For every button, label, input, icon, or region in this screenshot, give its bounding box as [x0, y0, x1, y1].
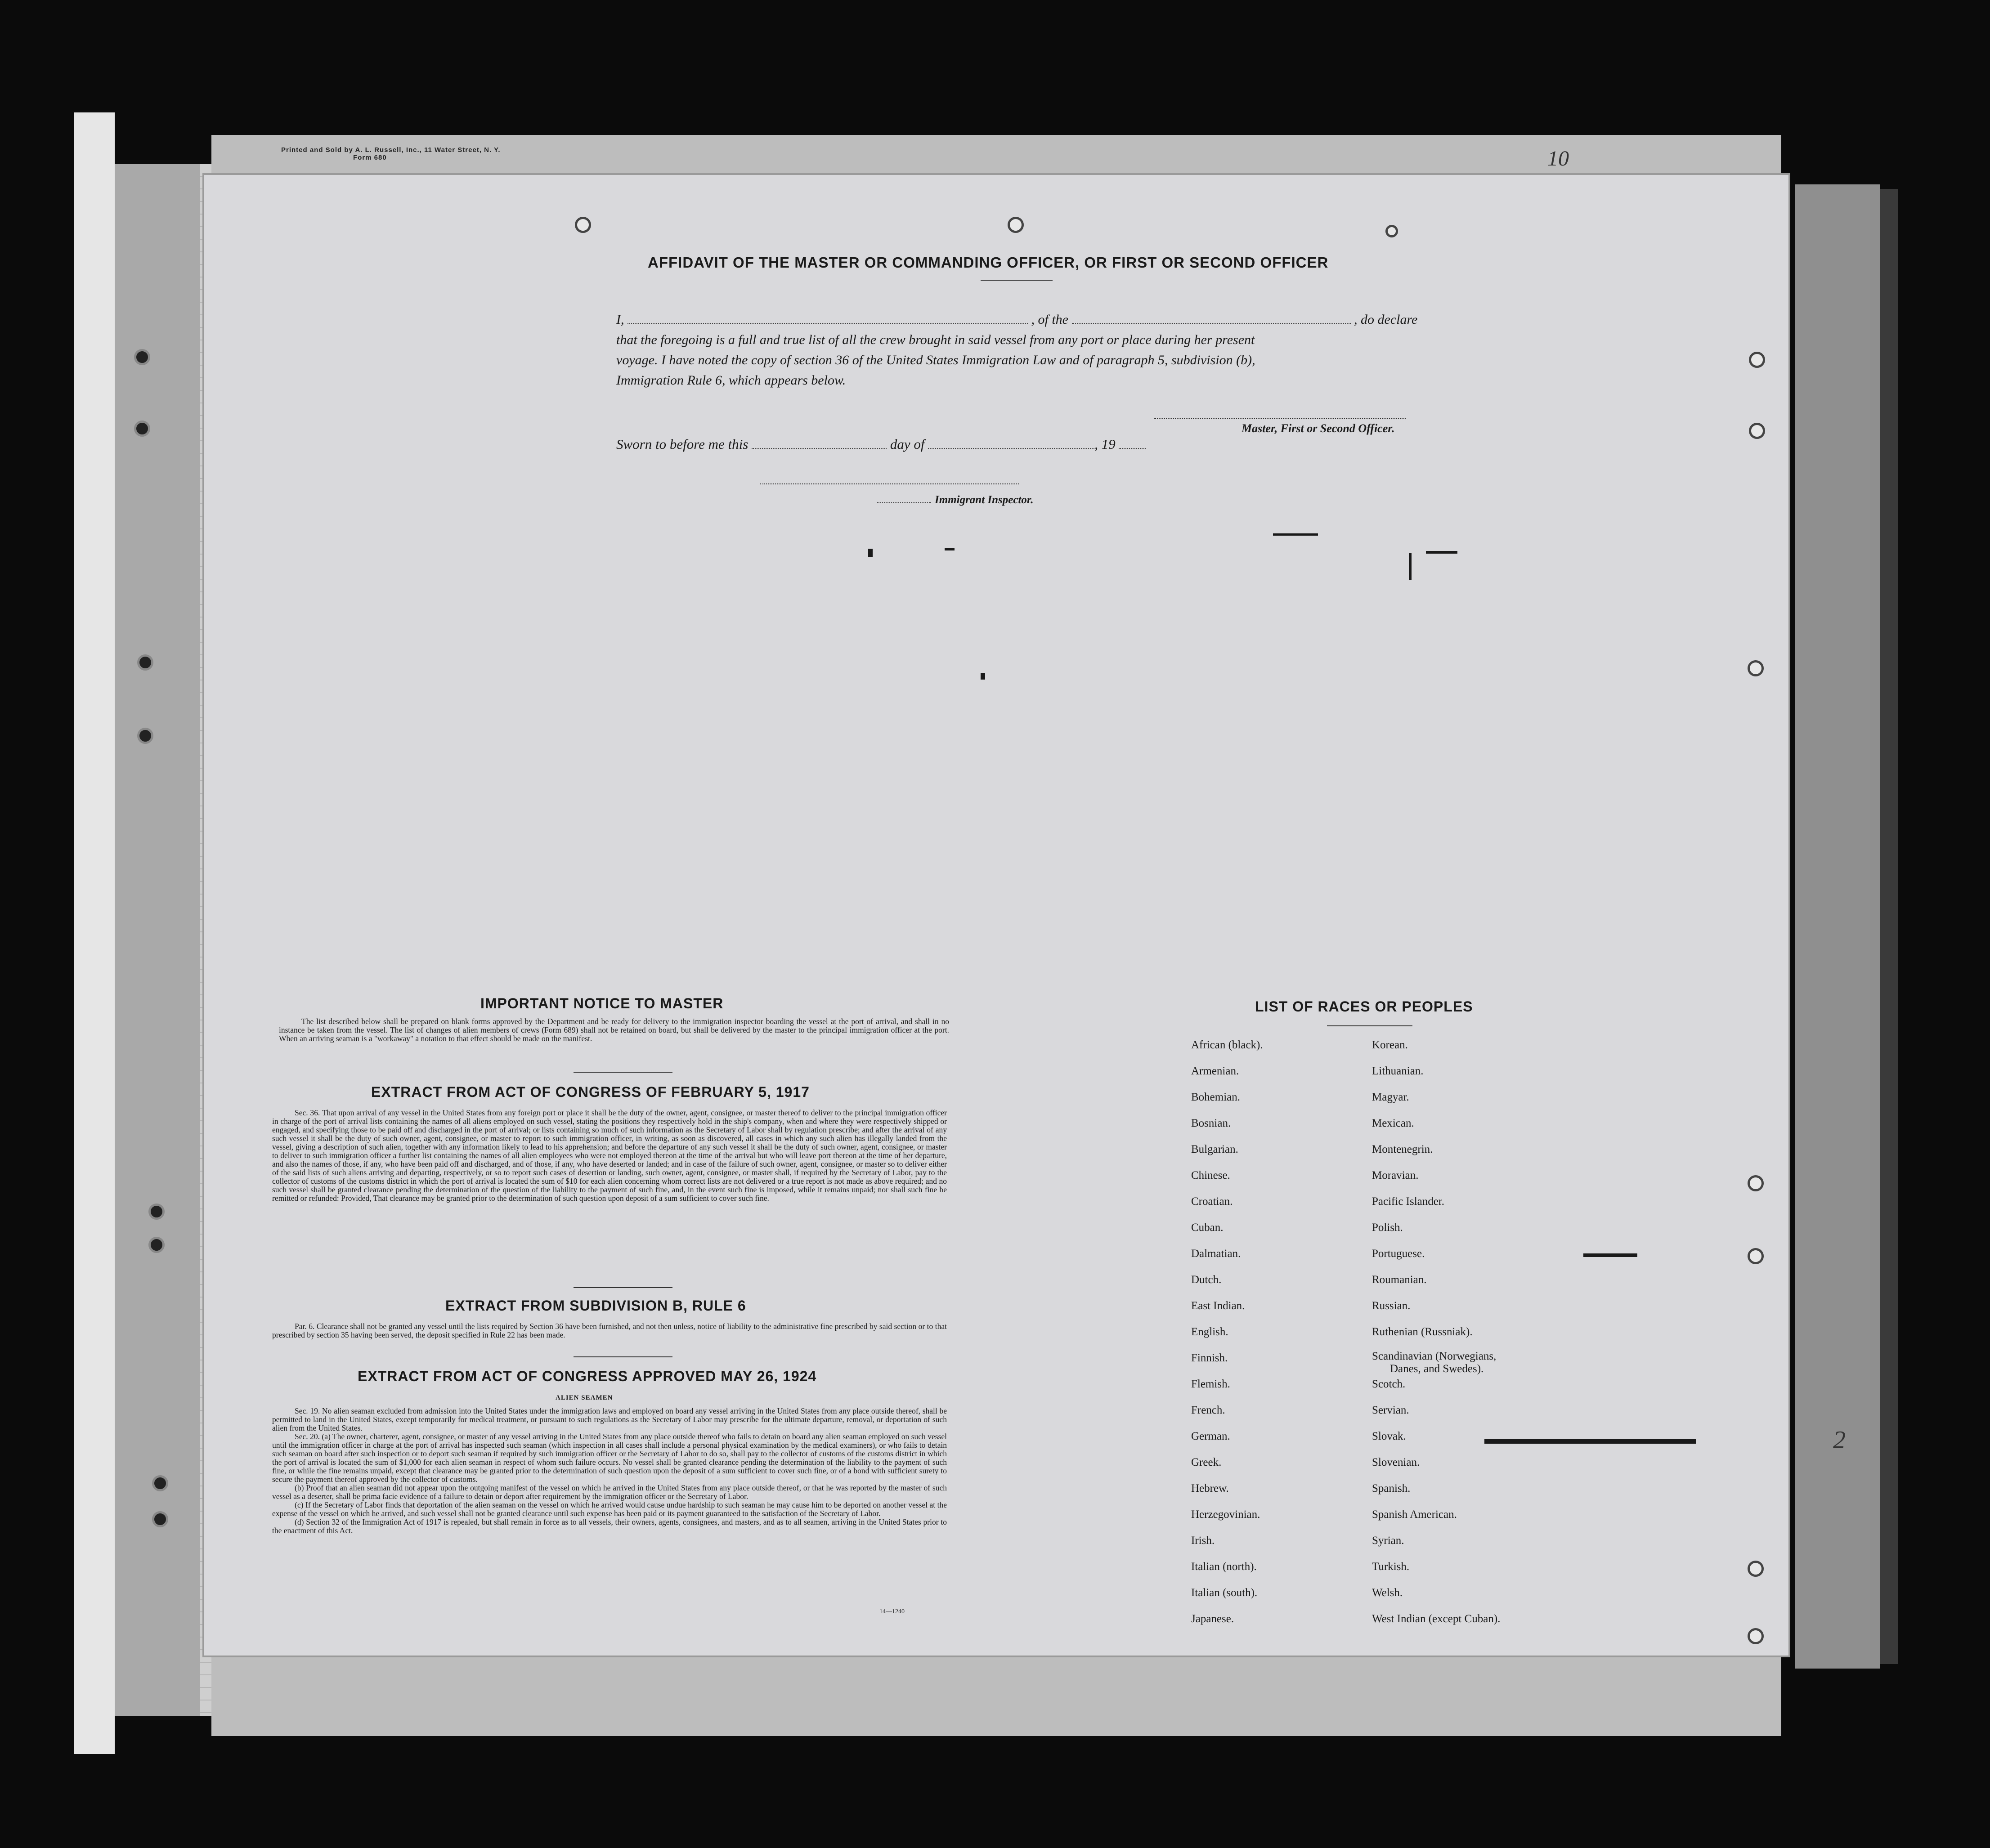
- inspector-caption-text: Immigrant Inspector.: [935, 494, 1034, 506]
- binder-strip: [74, 112, 115, 1754]
- race-item-continued: Danes, and Swedes).: [1390, 1363, 1484, 1375]
- race-item: Bulgarian.: [1191, 1143, 1238, 1155]
- sworn-year-blank[interactable]: [1119, 448, 1146, 449]
- sec-20b-text: (b) Proof that an alien seaman did not appear upon the outgoing manifest of the vessel on which he arrived in the United States from any place outside thereof, or that he was reported by the master of such vessel as a deserter, shall be prima facie evidence of a failure to detain or deport after requirement by the immigration officer or the Secretary of Labor.: [272, 1483, 947, 1501]
- binder-ring-icon: [148, 1237, 165, 1253]
- binder-ring-icon: [148, 1204, 165, 1220]
- punch-hole-icon: [1748, 1561, 1764, 1577]
- stray-mark: [945, 548, 955, 550]
- race-item: Herzegovinian.: [1191, 1508, 1260, 1521]
- race-item: Roumanian.: [1372, 1274, 1427, 1286]
- race-item: Magyar.: [1372, 1091, 1409, 1103]
- race-item: Dalmatian.: [1191, 1248, 1241, 1260]
- stray-mark: [1426, 551, 1457, 554]
- race-item: Scotch.: [1372, 1378, 1406, 1390]
- binder-ring-icon: [152, 1475, 168, 1491]
- notice-body: [279, 1017, 949, 1043]
- notice-title: IMPORTANT NOTICE TO MASTER: [480, 995, 724, 1011]
- race-item: English.: [1191, 1326, 1228, 1338]
- race-item: Moravian.: [1372, 1169, 1419, 1181]
- race-item: Mexican.: [1372, 1117, 1414, 1129]
- inspector-caption: [877, 494, 1034, 506]
- race-item: Bohemian.: [1191, 1091, 1241, 1103]
- race-item: French.: [1191, 1404, 1225, 1416]
- officer-signature-blank[interactable]: [1154, 418, 1406, 419]
- race-item: Russian.: [1372, 1300, 1411, 1312]
- punch-hole-icon: [1748, 1248, 1764, 1264]
- binder-ring-icon: [137, 728, 153, 744]
- races-divider: [1327, 1025, 1412, 1026]
- declarant-prefix: I,: [616, 312, 624, 327]
- punch-hole-icon: [1748, 660, 1764, 676]
- race-item: Finnish.: [1191, 1352, 1228, 1364]
- declaration-line-3: voyage. I have noted the copy of section 36 of the United States Immigration Law and of paragraph 5, subdivision (b),: [616, 353, 1255, 367]
- race-item: Montenegrin.: [1372, 1143, 1433, 1155]
- race-item: West Indian (except Cuban).: [1372, 1613, 1501, 1625]
- race-item: Slovak.: [1372, 1430, 1406, 1442]
- stray-mark: [1484, 1439, 1696, 1444]
- officer-signature-caption: Master, First or Second Officer.: [1242, 422, 1395, 435]
- par-6-text: Par. 6. Clearance shall not be granted any vessel until the lists required by Section 36 have been furnished, and not then unless, notice of liability to the administrative fine prescribed by said section or to that prescribed by section 35 having been served, the deposit specified in Rule 22 has been made.: [272, 1322, 947, 1339]
- race-item: Spanish American.: [1372, 1508, 1457, 1521]
- punch-hole-icon: [575, 217, 591, 233]
- margin-number-top: 10: [1547, 147, 1569, 170]
- extract-1924-title: EXTRACT FROM ACT OF CONGRESS APPROVED MAY 26, 1924: [358, 1368, 817, 1384]
- extract-1917-title: EXTRACT FROM ACT OF CONGRESS OF FEBRUARY 5, 1917: [371, 1084, 810, 1100]
- binder-ring-icon: [152, 1511, 168, 1527]
- sworn-prefix: Sworn to before me this: [616, 436, 748, 452]
- race-item: Bosnian.: [1191, 1117, 1231, 1129]
- binder-ring-icon: [137, 654, 153, 671]
- inspector-dots: [877, 502, 931, 503]
- sec-20d-text: (d) Section 32 of the Immigration Act of 1917 is repealed, but shall remain in force as to all vessels, their owners, agents, consignees, and masters, and as to all seamen, arriving in the United States prior to the enactment of this Act.: [272, 1517, 947, 1535]
- stray-mark: [1273, 533, 1318, 536]
- race-item: Italian (south).: [1191, 1587, 1258, 1599]
- race-item: Portuguese.: [1372, 1248, 1425, 1260]
- race-item: Hebrew.: [1191, 1482, 1229, 1495]
- race-item: German.: [1191, 1430, 1230, 1442]
- imprint-line-1: Printed and Sold by A. L. Russell, Inc., 11 Water Street, N. Y.: [281, 146, 501, 154]
- margin-number-right: 2: [1833, 1426, 1846, 1454]
- race-item: East Indian.: [1191, 1300, 1245, 1312]
- vessel-name-blank[interactable]: [1072, 323, 1351, 324]
- sec-20c-text: (c) If the Secretary of Labor finds that deportation of the alien seaman on the vessel on which he arrived would cause undue hardship to such seaman he may cause him to be deported on another vessel at the expense of the vessel on which he arrived, and such vessel shall not be granted clearance until such expense has been paid or its payment guaranteed to the satisfaction of the Secretary of Labor.: [272, 1500, 947, 1518]
- race-item: Armenian.: [1191, 1065, 1239, 1077]
- sworn-day-blank[interactable]: [752, 448, 887, 449]
- race-item: Cuban.: [1191, 1222, 1224, 1234]
- punch-hole-icon: [1385, 225, 1398, 237]
- sec-19-text: Sec. 19. No alien seaman excluded from admission into the United States under the immigration laws and employed on board any vessel arriving in the United States from any place outside thereof, shall be permitted to land in the United States, except temporarily for medical treatment, or pursuant to such regulations as the Secretary of Labor may prescribe for the ultimate departure, removal, or deportation of such alien from the United States.: [272, 1406, 947, 1432]
- title-divider: [981, 280, 1053, 281]
- stray-mark: [1583, 1253, 1637, 1257]
- race-item: Pacific Islander.: [1372, 1195, 1445, 1208]
- sworn-day-label: day of: [890, 436, 925, 452]
- extract-1924-body: [272, 1407, 947, 1535]
- race-item: Irish.: [1191, 1535, 1215, 1547]
- punch-hole-icon: [1749, 423, 1765, 439]
- race-item: Greek.: [1191, 1456, 1222, 1468]
- page-stack-edge: [1880, 189, 1898, 1664]
- section-36-text: Sec. 36. That upon arrival of any vessel in the United States from any foreign port or place it shall be the duty of the owner, agent, consignee, or master thereof to deliver to the principal immigration officer in charge of the port of arrival lists containing the names of all aliens employed on such vessel, stating the positions they respectively hold in the ship's company, when and where they were respectively shipped or engaged, and specifying those to be paid off and discharged in the port of arrival; or lists containing so much of such information as the Secretary of Labor shall by regulation prescribe; and after the arrival of any such vessel it shall be the duty of such owner, agent, consignee, or master to report to such immigration officer, in writing, as soon as discovered, all cases in which any such alien has illegally landed from the vessel, giving a description of such alien, together with any information likely to lead to his apprehension; and before the departure of any such vessel it shall be the duty of such owner, agent, consignee, or master to deliver to such immigration officer a further list containing the names of all alien employees who were not employed thereon at the time of the arrival but who will leave port thereon at the time of her departure, and also the names of those, if any, who have been paid off and discharged, and of those, if any, who have deserted or landed; and in case of the failure of such owner, agent, consignee, or master so to deliver either of the said lists of such aliens arriving and departing, respectively, or so to report such cases of desertion or landing, such owner, agent, consignee, or master shall, if required by the Secretary of Labor, pay to the collector of customs of the customs district in which the port of arrival is located the sum of $10 for each alien concerning whom correct lists are not delivered or a true report is not made as above required; and no such vessel shall be granted clearance pending the determination of the question of the liability to the payment of such fine, and, in the event such fine is imposed, while it remains unpaid; nor shall such fine be remitted or refunded: Provided, That clearance may be granted prior to the determination of such question upon deposit of a sum sufficient to cover such fine.: [272, 1108, 947, 1203]
- printer-imprint: [281, 146, 501, 161]
- imprint-form-number: Form 680: [353, 154, 387, 161]
- race-item: Dutch.: [1191, 1274, 1222, 1286]
- punch-hole-icon: [1008, 217, 1024, 233]
- race-item: Ruthenian (Russniak).: [1372, 1326, 1473, 1338]
- race-item: Japanese.: [1191, 1613, 1234, 1625]
- section-divider: [574, 1356, 672, 1357]
- rule6-title: EXTRACT FROM SUBDIVISION B, RULE 6: [445, 1298, 746, 1314]
- sec-20a-text: Sec. 20. (a) The owner, charterer, agent, consignee, or master of any vessel arriving in the United States from any place outside thereof who fails to detain on board any alien seaman employed on such vessel until the immigration officer in charge at the port of arrival has inspected such seaman (which inspection in all cases shall include a personal physical examination by the medical examiners), or who fails to detain such seaman on board after such inspection or to deport such seaman if required by such immigration officer or the Secretary of Labor to do so, shall pay to the collector of customs of the customs district in which the port of arrival is located the sum of $1,000 for each alien seaman in respect of whom such failure occurs. No vessel shall be granted clearance pending the determination of the liability to the payment of such fine, or while the fine remains unpaid, except that clearance may be granted prior to the determination of such question upon the deposit of a sum sufficient to cover such fine, or of a bond with sufficient surety to secure the payment thereof approved by the collector of customs.: [272, 1432, 947, 1484]
- declaration-line-2: that the foregoing is a full and true list of all the crew brought in said vessel from any port or place during her present: [616, 332, 1255, 347]
- stray-mark: [1409, 553, 1412, 580]
- sworn-statement: [616, 436, 1146, 452]
- race-item: Turkish.: [1372, 1561, 1410, 1573]
- race-item: Spanish.: [1372, 1482, 1411, 1495]
- declarant-name-blank[interactable]: [627, 323, 1028, 324]
- declare-label: , do declare: [1354, 312, 1418, 327]
- race-item: Lithuanian.: [1372, 1065, 1424, 1077]
- race-item: Welsh.: [1372, 1587, 1403, 1599]
- notice-paragraph: The list described below shall be prepared on blank forms approved by the Department and be ready for delivery to the immigration inspector boarding the vessel at the port of arrival, and shall in no instance be taken from the vessel. The list of changes of alien members of crews (Form 689) shall not be retained on board, but shall be delivered by the master to the principal immigration officer at the port. When an arriving seaman is a "workaway" a notation to that effect should be made on the manifest.: [279, 1017, 949, 1043]
- rule6-body: [272, 1322, 947, 1339]
- stray-mark: [868, 549, 873, 557]
- binder-ring-icon: [134, 349, 150, 365]
- form-print-number: 14—1240: [879, 1608, 905, 1615]
- alien-seamen-subtitle: ALIEN SEAMEN: [556, 1394, 613, 1401]
- section-divider: [574, 1072, 672, 1073]
- extract-1917-body: [272, 1109, 947, 1203]
- race-item: Chinese.: [1191, 1169, 1230, 1181]
- race-item: Slovenian.: [1372, 1456, 1420, 1468]
- race-item: Croatian.: [1191, 1195, 1233, 1208]
- punch-hole-icon: [1749, 352, 1765, 368]
- section-divider: [574, 1287, 672, 1288]
- race-item: Polish.: [1372, 1222, 1403, 1234]
- inspector-signature-blank[interactable]: [760, 483, 1019, 484]
- affidavit-declaration: [616, 309, 1444, 390]
- punch-hole-icon: [1748, 1175, 1764, 1191]
- punch-hole-icon: [1748, 1628, 1764, 1644]
- race-item: African (black).: [1191, 1039, 1263, 1051]
- race-item: Italian (north).: [1191, 1561, 1257, 1573]
- races-title: LIST OF RACES OR PEOPLES: [1255, 998, 1473, 1015]
- sworn-month-blank[interactable]: [928, 448, 1094, 449]
- stray-mark: [981, 673, 985, 680]
- declaration-line-4: Immigration Rule 6, which appears below.: [616, 373, 846, 388]
- race-item: Syrian.: [1372, 1535, 1404, 1547]
- sworn-year-label: , 19: [1094, 436, 1116, 452]
- race-item: Servian.: [1372, 1404, 1409, 1416]
- binder-ring-icon: [134, 421, 150, 437]
- race-item: Korean.: [1372, 1039, 1408, 1051]
- race-item: Flemish.: [1191, 1378, 1230, 1390]
- vessel-label: , of the: [1031, 312, 1068, 327]
- affidavit-title: AFFIDAVIT OF THE MASTER OR COMMANDING OFFICER, OR FIRST OR SECOND OFFICER: [648, 254, 1329, 271]
- race-item: Scandinavian (Norwegians,: [1372, 1350, 1497, 1362]
